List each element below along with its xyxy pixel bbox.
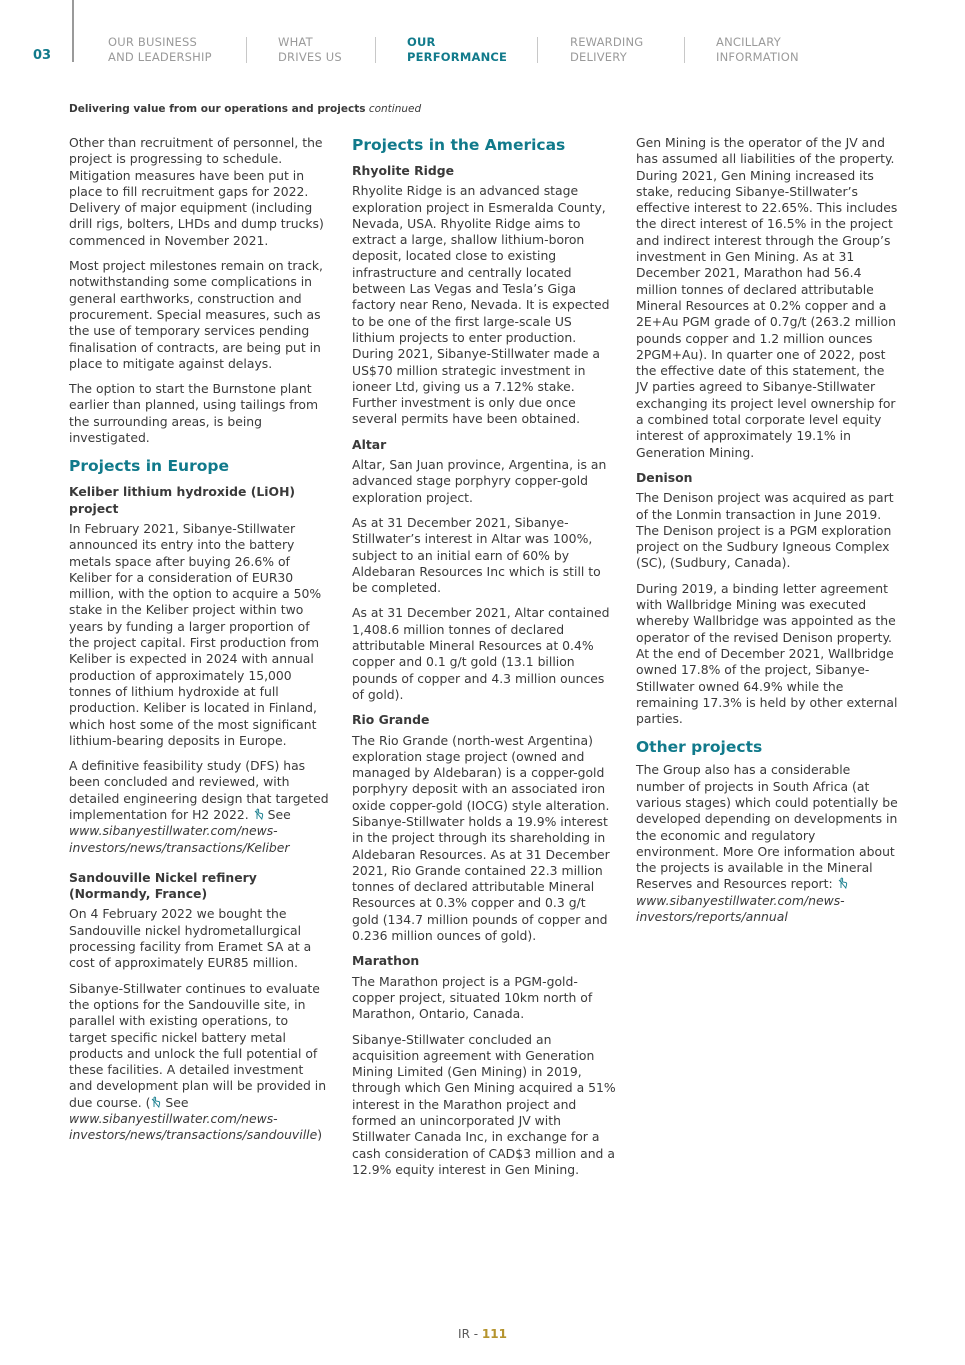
section-number: 03 [33,48,52,63]
paragraph: Altar, San Juan province, Argentina, is an advanced stage porphyry copper-gold exploration project. [352,457,607,505]
paragraph: Gen Mining is the operator of the JV and has assumed all liabilities of the property. During 2021, Gen Mining increased its stake, reducing Sibanye-Stillwater’s effective interest to 22.65%. This includes the direct interest of 16.5% in the project and indirect interest through the Group’s investment in Gen Mining. As at 31 December 2021, Marathon had 56.4 million tonnes of declared attributable Mineral Resources at 0.2% copper and a 2E+Au PGM grade of 0.7g/t (263.2 million pounds copper and 1.2 million ounces 2PGM+Au). In quarter one of 2022, post the effective date of this statement, the JV parties agreed to Sibanye-Stillwater exchanging its project level ownership for a combined total corporate level equity interest of approximately 19.1% in Generation Mining. [636,135,898,460]
paragraph: Other than recruitment of personnel, the project is progressing to schedule. Mitigation measures have been put in place to fill recruitment gaps for 2022. Delivery of major equipment (including drill rigs, bolters, LHDs and dump trucks) commenced in November 2021. [69,135,324,248]
nav-item-line1: OUR BUSINESS [108,35,197,49]
nav-separator [684,37,685,63]
paragraph-text: A definitive feasibility study (DFS) has been concluded and reviewed, with detailed engineering design that targeted implementation for H2 2022. [69,758,329,822]
nav-item-line1: WHAT [278,35,313,49]
nav-item-rewarding-delivery[interactable] [570,35,643,65]
paragraph-text: Sibanye-Stillwater continues to evaluate the options for the Sandouville site, in parallel with existing operations, to target specific nickel battery metal products and unlock the full potential of these facilities. A detailed investment and development plan will be provided in due course. ( [69,980,327,1110]
paragraph: As at 31 December 2021, Sibanye-Stillwater’s interest in Altar was 100%, subject to an initial earn of 60% by Aldebaran Resources Inc which is still to be completed. [352,514,601,596]
footer-prefix: IR - [458,1327,479,1341]
nav-item-line1: OUR [407,35,436,49]
paragraph: During 2019, a binding letter agreement with Wallbridge Mining was executed whereby Wallbridge was appointed as the operator of the revised Denison property. At the end of December 2021, Wallbridge owned 17.8% of the project, Sibanye-Stillwater owned 64.9% while the remaining 17.3% is held by other external parties. [636,580,898,727]
paragraph: Most project milestones remain on track, notwithstanding some complications in general earthworks, construction and procurement. Special measures, such as the use of temporary services pending finalisation of contracts, are being put in place to mitigate against delays. [69,258,323,371]
paragraph: The Marathon project is a PGM-gold-copper project, situated 10km north of Marathon, Ontario, Canada. [352,973,593,1022]
nav-item-business-leadership[interactable] [108,35,212,65]
subheading-rhyolite-ridge: Rhyolite Ridge [352,163,455,178]
column-right [636,135,898,934]
paragraph: Sibanye-Stillwater concluded an acquisition agreement with Generation Mining Limited (Gen Mining) in 2019, through which Gen Mining acquired a 51% interest in the Marathon project and formed an unincorporated JV with Stillwater Canada Inc, in exchange for a cash consideration of CAD$3 million and a 12.9% equity interest in Gen Mining. [352,1031,616,1177]
paragraph-sandouville [69,981,329,1144]
subtitle-continued: continued [368,103,422,115]
closing-paren: ) [317,1127,323,1143]
page-footer [0,1327,965,1341]
pointing-hand-icon [837,877,849,889]
nav-item-line2: PERFORMANCE [407,50,508,64]
heading-projects-americas: Projects in the Americas [352,136,566,154]
column-left [69,135,329,1153]
subheading-sandouville: Sandouville Nickel refinery (Normandy, France) [69,869,257,902]
nav-item-what-drives-us[interactable] [278,35,342,65]
nav-separator [537,37,538,63]
nav-item-ancillary-information[interactable] [716,35,799,65]
paragraph-dfs [69,758,329,856]
nav-item-line1: ANCILLARY [716,35,781,49]
paragraph-text: The Group also has a considerable number of projects in South Africa (at various stages) which could potentially be developed depending on developments in the economic and regulatory environment. More Ore information about the projects is available in the Mineral Reserves and Resources report: [636,762,898,892]
nav-separator [246,37,247,63]
nav-item-line2: INFORMATION [716,50,799,64]
paragraph: The Denison project was acquired as part of the Lonmin transaction in June 2019. The Denison project is a PGM exploration project on the Sudbury Igneous Complex (SC), (Sudbury, Canada). [636,490,894,571]
page-number: 111 [481,1327,507,1341]
nav-item-line2: DELIVERY [570,50,627,64]
subtitle-main: Delivering value from our operations and projects [69,103,366,115]
subheading-marathon: Marathon [352,953,420,969]
nav-item-line2: DRIVES US [278,50,342,64]
pointing-hand-icon [253,808,265,820]
paragraph: On 4 February 2022 we bought the Sandouville nickel hydrometallurgical processing facility from Eramet SA at a cost of approximately EUR85 million. [69,906,312,971]
paragraph: Rhyolite Ridge is an advanced stage exploration project in Esmeralda County, Nevada, USA. Rhyolite Ridge aims to extract a large, shallow lithium-boron deposit, located close to existing infrastructure and centrally located between Las Vegas and Tesla’s Giga factory near Reno, Nevada. It is expected to be one of the first large-scale US lithium projects to enter production. During 2021, Sibanye-Stillwater made a US$70 million strategic investment in ioneer Ltd, giving us a 7.12% stake. Further investment is only due once several permits have been obtained. [352,183,610,427]
pointing-hand-icon [150,1096,162,1108]
annual-reports-link[interactable]: www.sibanyestillwater.com/news-investors/reports/annual [636,892,845,925]
nav-item-our-performance[interactable] [407,35,507,65]
sandouville-link[interactable]: www.sibanyestillwater.com/news-investors/news/transactions/sandouville [69,1111,318,1143]
heading-other-projects: Other projects [636,738,763,757]
nav-separator [375,37,376,63]
paragraph-other [636,762,898,925]
column-middle [352,135,616,1187]
nav-divider-line [72,0,74,62]
page-subtitle [69,103,421,115]
subheading-keliber: Keliber lithium hydroxide (LiOH) project [69,484,296,516]
see-label: See [267,806,291,822]
paragraph: As at 31 December 2021, Altar contained 1,408.6 million tonnes of declared attributable Mineral Resources at 0.4% copper and 0.1 g/t gold (13.1 billion pounds of copper and 4.3 million ounces of gold). [352,605,610,702]
paragraph: In February 2021, Sibanye-Stillwater announced its entry into the battery metals space after buying 26.6% of Keliber for a consideration of EUR30 million, with the option to acquire a 50% stake in the Keliber project within two years by funding a larger proportion of the project capital. First production from Keliber is expected in 2024 with annual production of approximately 15,000 tonnes of lithium hydroxide at full production. Keliber is located in Finland, which host some of the most significant lithium-bearing deposits in Europe. [69,520,322,748]
heading-projects-europe: Projects in Europe [69,457,229,476]
subheading-altar: Altar [352,436,387,452]
nav-item-line2: AND LEADERSHIP [108,50,212,64]
subheading-denison: Denison [636,469,693,485]
see-label: See [165,1094,189,1110]
subheading-rio-grande: Rio Grande [352,712,430,728]
nav-item-line1: REWARDING [570,35,644,49]
keliber-link[interactable]: www.sibanyestillwater.com/news-investors/news/transactions/Keliber [69,823,290,855]
paragraph: The option to start the Burnstone plant earlier than planned, using tailings from the surrounding areas, is being investigated. [69,381,319,446]
paragraph: The Rio Grande (north-west Argentina) exploration stage project (owned and managed by Aldebaran) is a copper-gold porphyry deposit with an associated iron oxide copper-gold (IOCG) style alteration. Sibanye-Stillwater holds a 19.9% interest in the project through its shareholding in Aldebaran Resources. As at 31 December 2021, Rio Grande contained 22.3 million tonnes of declared attributable Mineral Resources at 0.3% copper and 0.3 g/t gold (134.7 million pounds of copper and 0.236 million ounces of gold). [352,732,610,944]
